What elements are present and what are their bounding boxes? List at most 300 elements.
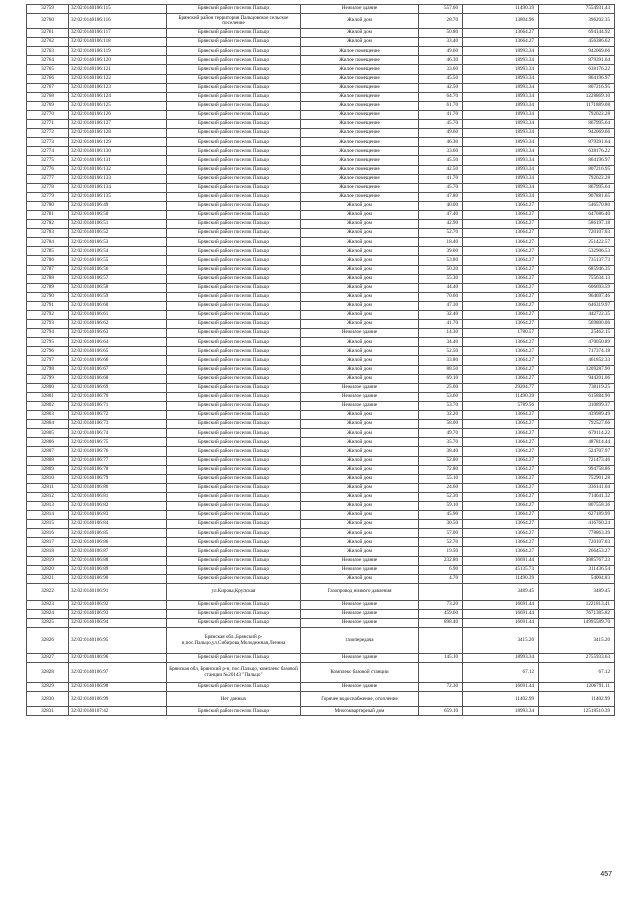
- table-row: [27, 156, 615, 165]
- cadastral-value-cell: 721473.46: [539, 456, 615, 465]
- address-cell: Брянский район поселок Пальцо: [167, 238, 301, 247]
- address-cell: Брянский район поселок Пальцо: [167, 420, 301, 429]
- cadastral-number-cell: 32:02:0140106:129: [69, 138, 167, 147]
- area-cell: 19.50: [419, 547, 463, 556]
- cadastral-number-cell: 32:02:0140106:67: [69, 365, 167, 374]
- cadastral-value-cell: 792022.28: [539, 110, 615, 119]
- area-cell: 52.80: [419, 456, 463, 465]
- object-type-cell: Жилое помещение: [301, 183, 419, 192]
- rate-cell: 18993.34: [463, 56, 539, 65]
- object-type-cell: Жилой дом: [301, 247, 419, 256]
- cadastral-value-cell: 251422.57: [539, 238, 615, 247]
- rate-cell: 11490.39: [463, 574, 539, 583]
- object-type-cell: Нежилое здание: [301, 654, 419, 663]
- cadastral-number-cell: 32:02:0140106:131: [69, 156, 167, 165]
- cadastral-number-cell: 32:02:0140106:86: [69, 538, 167, 547]
- rate-cell: 16691.44: [463, 600, 539, 609]
- row-number-cell: 32800: [27, 383, 69, 392]
- area-cell: 18.40: [419, 238, 463, 247]
- rate-cell: 11490.39: [463, 392, 539, 401]
- object-type-cell: Жилое помещение: [301, 147, 419, 156]
- table-row: [27, 456, 615, 465]
- area-cell: 50.80: [419, 29, 463, 38]
- table-row: [27, 374, 615, 383]
- area-cell: 69.10: [419, 374, 463, 383]
- rate-cell: 67.12: [463, 663, 539, 683]
- address-cell: Брянский район поселок Пальцо: [167, 247, 301, 256]
- area-cell: 557.60: [419, 5, 463, 14]
- object-type-cell: Жилой дом: [301, 492, 419, 501]
- cadastral-number-cell: 32:02:0140106:66: [69, 356, 167, 365]
- address-cell: Брянский район поселок Пальцо: [167, 483, 301, 492]
- address-cell: Брянский район поселок Пальцо: [167, 492, 301, 501]
- table-row: [27, 92, 615, 101]
- area-cell: 57.00: [419, 529, 463, 538]
- object-type-cell: Жилой дом: [301, 311, 419, 320]
- address-cell: Брянский район поселок Пальцо: [167, 156, 301, 165]
- cadastral-number-cell: 32:02:0140106:69: [69, 383, 167, 392]
- address-cell: Брянский район поселок Пальцо: [167, 474, 301, 483]
- rate-cell: 3415.20: [463, 628, 539, 654]
- address-cell: Брянский район поселок Пальцо: [167, 600, 301, 609]
- cadastral-value-cell: 487814.44: [539, 438, 615, 447]
- rate-cell: 5789.56: [463, 401, 539, 410]
- row-number-cell: 32780: [27, 201, 69, 210]
- object-type-cell: Жилое помещение: [301, 174, 419, 183]
- area-cell: [419, 583, 463, 600]
- object-type-cell: Жилой дом: [301, 483, 419, 492]
- object-type-cell: Жилой дом: [301, 501, 419, 510]
- row-number-cell: 32813: [27, 501, 69, 510]
- rate-cell: 18993.34: [463, 654, 539, 663]
- row-number-cell: 32768: [27, 92, 69, 101]
- cadastral-value-cell: 311436.54: [539, 565, 615, 574]
- table-row: [27, 401, 615, 410]
- rate-cell: 13664.27: [463, 283, 539, 292]
- area-cell: 45.70: [419, 120, 463, 129]
- address-cell: Нет данных: [167, 692, 301, 707]
- cadastral-value-cell: 3415.20: [539, 628, 615, 654]
- address-cell: Брянский район поселок Пальцо: [167, 511, 301, 520]
- object-type-cell: Жилой дом: [301, 229, 419, 238]
- cadastral-value-cell: 396202.35: [539, 14, 615, 29]
- cadastral-number-cell: 32:02:0140106:98: [69, 683, 167, 692]
- cadastral-number-cell: 32:02:0140106:90: [69, 574, 167, 583]
- rate-cell: 13664.27: [463, 429, 539, 438]
- cadastral-number-cell: 32:02:0140106:55: [69, 256, 167, 265]
- cadastral-number-cell: 32:02:0140106:83: [69, 511, 167, 520]
- rate-cell: 18993.34: [463, 92, 539, 101]
- table-row: [27, 556, 615, 565]
- row-number-cell: 32790: [27, 292, 69, 301]
- cadastral-number-cell: 32:02:0140106:63: [69, 329, 167, 338]
- rate-cell: 13664.27: [463, 529, 539, 538]
- cadastral-value-cell: 755634.13: [539, 274, 615, 283]
- table-row: [27, 301, 615, 310]
- cadastral-value-cell: 11402.99: [539, 692, 615, 707]
- address-cell: Брянский район поселок Пальцо: [167, 210, 301, 219]
- rate-cell: 13664.27: [463, 247, 539, 256]
- row-number-cell: 32773: [27, 138, 69, 147]
- row-number-cell: 32766: [27, 74, 69, 83]
- row-number-cell: 32784: [27, 238, 69, 247]
- rate-cell: 18993.34: [463, 165, 539, 174]
- table-row: [27, 583, 615, 600]
- table-row: [27, 101, 615, 110]
- address-cell: Брянский район поселок Пальцо: [167, 5, 301, 14]
- cadastral-number-cell: 32:02:0140106:92: [69, 600, 167, 609]
- table-row: [27, 110, 615, 119]
- area-cell: 49.70: [419, 429, 463, 438]
- cadastral-value-cell: 807558.36: [539, 501, 615, 510]
- address-cell: Брянский район поселок Пальцо: [167, 92, 301, 101]
- area-cell: 47.30: [419, 301, 463, 310]
- row-number-cell: 32816: [27, 529, 69, 538]
- table-row: [27, 138, 615, 147]
- rate-cell: 45135.73: [463, 565, 539, 574]
- area-cell: [419, 692, 463, 707]
- area-cell: 42.50: [419, 83, 463, 92]
- row-number-cell: 32783: [27, 229, 69, 238]
- row-number-cell: 32807: [27, 447, 69, 456]
- address-cell: Брянский район поселок Пальцо: [167, 129, 301, 138]
- object-type-cell: Горячее водоснабжение, отопление: [301, 692, 419, 707]
- area-cell: 72.80: [419, 465, 463, 474]
- row-number-cell: 32796: [27, 347, 69, 356]
- object-type-cell: Жилой дом: [301, 438, 419, 447]
- cadastral-value-cell: 714641.32: [539, 492, 615, 501]
- area-cell: 145.10: [419, 654, 463, 663]
- rate-cell: 13664.27: [463, 201, 539, 210]
- area-cell: 55.30: [419, 274, 463, 283]
- rate-cell: 11402.99: [463, 692, 539, 707]
- object-type-cell: Жилое помещение: [301, 101, 419, 110]
- table-row: [27, 438, 615, 447]
- cadastral-value-cell: 12518510.39: [539, 707, 615, 716]
- row-number-cell: 32830: [27, 692, 69, 707]
- rate-cell: 13664.27: [463, 210, 539, 219]
- cadastral-value-cell: 638176.22: [539, 65, 615, 74]
- row-number-cell: 32763: [27, 47, 69, 56]
- rate-cell: 13664.27: [463, 465, 539, 474]
- address-cell: Брянский район поселок Пальцо: [167, 374, 301, 383]
- area-cell: 24.60: [419, 483, 463, 492]
- cadastral-value-cell: 994758.86: [539, 465, 615, 474]
- rate-cell: 18993.34: [463, 74, 539, 83]
- table-row: [27, 292, 615, 301]
- rate-cell: 18993.34: [463, 101, 539, 110]
- row-number-cell: 32798: [27, 365, 69, 374]
- table-row: [27, 383, 615, 392]
- area-cell: 44.40: [419, 283, 463, 292]
- cadastral-number-cell: 32:02:0140106:97: [69, 663, 167, 683]
- address-cell: Брянский район поселок Пальцо: [167, 619, 301, 628]
- cadastral-number-cell: 32:02:0140106:64: [69, 338, 167, 347]
- cadastral-value-cell: 646319.97: [539, 301, 615, 310]
- cadastral-number-cell: 32:02:0140106:53: [69, 238, 167, 247]
- row-number-cell: 32782: [27, 220, 69, 229]
- address-cell: Брянский район поселок Пальцо: [167, 383, 301, 392]
- object-type-cell: Нежилое здание: [301, 392, 419, 401]
- rate-cell: 13664.27: [463, 301, 539, 310]
- rate-cell: 18993.34: [463, 83, 539, 92]
- object-type-cell: Жилое помещение: [301, 129, 419, 138]
- row-number-cell: 32760: [27, 14, 69, 29]
- address-cell: Брянский район поселок Пальцо: [167, 465, 301, 474]
- table-row: [27, 347, 615, 356]
- cadastral-value-cell: 807216.95: [539, 165, 615, 174]
- rate-cell: 13664.27: [463, 511, 539, 520]
- row-number-cell: 32801: [27, 392, 69, 401]
- object-type-cell: Комплекс базовой станции: [301, 663, 419, 683]
- table-row: [27, 663, 615, 683]
- area-cell: 42.50: [419, 165, 463, 174]
- area-cell: 58.00: [419, 420, 463, 429]
- cadastral-value-cell: 944201.06: [539, 374, 615, 383]
- table-row: [27, 220, 615, 229]
- object-type-cell: Жилой дом: [301, 292, 419, 301]
- area-cell: 33.80: [419, 356, 463, 365]
- cadastral-number-cell: 32:02:0140106:70: [69, 392, 167, 401]
- cadastral-value-cell: 679114.22: [539, 429, 615, 438]
- address-cell: Брянский район поселок Пальцо: [167, 101, 301, 110]
- cadastral-number-cell: 32:02:0140106:132: [69, 165, 167, 174]
- cadastral-number-cell: 32:02:0140106:56: [69, 265, 167, 274]
- address-cell: Брянская обл.,Брянский р-н,пос.Пальцо,ул.Сибирова,Молодежная,Ленина: [167, 628, 301, 654]
- object-type-cell: Жилой дом: [301, 356, 419, 365]
- cadastral-number-cell: 32:02:0140106:91: [69, 583, 167, 600]
- cadastral-value-cell: 720107.03: [539, 538, 615, 547]
- object-type-cell: Нежилое здание: [301, 609, 419, 618]
- table-row: [27, 38, 615, 47]
- area-cell: 52.70: [419, 538, 463, 547]
- object-type-cell: Нежилое здание: [301, 383, 419, 392]
- cadastral-value-cell: 461852.33: [539, 356, 615, 365]
- table-row: [27, 447, 615, 456]
- row-number-cell: 32793: [27, 320, 69, 329]
- row-number-cell: 32772: [27, 129, 69, 138]
- row-number-cell: 32821: [27, 574, 69, 583]
- object-type-cell: Жилое помещение: [301, 65, 419, 74]
- rate-cell: 13664.27: [463, 438, 539, 447]
- cadastral-number-cell: 32:02:0140106:127: [69, 120, 167, 129]
- cadastral-value-cell: 7554931.43: [539, 5, 615, 14]
- table-row: [27, 320, 615, 329]
- cadastral-number-cell: 32:02:0140106:80: [69, 483, 167, 492]
- rate-cell: 13664.27: [463, 356, 539, 365]
- cadastral-number-cell: 32:02:0140106:61: [69, 311, 167, 320]
- row-number-cell: 32818: [27, 547, 69, 556]
- address-cell: Брянский район поселок Пальцо: [167, 556, 301, 565]
- object-type-cell: Жилой дом: [301, 411, 419, 420]
- address-cell: Брянский район поселок Пальцо: [167, 574, 301, 583]
- table-row: [27, 201, 615, 210]
- table-row: [27, 538, 615, 547]
- address-cell: Брянский район поселок Пальцо: [167, 38, 301, 47]
- row-number-cell: 32831: [27, 707, 69, 716]
- address-cell: Брянский район поселок Пальцо: [167, 147, 301, 156]
- cadastral-value-cell: 907881.65: [539, 192, 615, 201]
- cadastral-number-cell: 32:02:0140106:77: [69, 456, 167, 465]
- table-row: [27, 265, 615, 274]
- cadastral-number-cell: 32:02:0140106:99: [69, 692, 167, 707]
- cadastral-value-cell: 778863.39: [539, 529, 615, 538]
- area-cell: 40.00: [419, 201, 463, 210]
- rate-cell: 16691.44: [463, 556, 539, 565]
- table-row: [27, 520, 615, 529]
- row-number-cell: 32791: [27, 301, 69, 310]
- area-cell: 41.70: [419, 174, 463, 183]
- cadastral-value-cell: 730119.25: [539, 383, 615, 392]
- row-number-cell: 32804: [27, 420, 69, 429]
- rate-cell: 18993.34: [463, 138, 539, 147]
- cadastral-number-cell: 32:02:0140106:49: [69, 201, 167, 210]
- area-cell: 70.60: [419, 292, 463, 301]
- address-cell: Брянский район поселок Пальцо: [167, 338, 301, 347]
- cadastral-value-cell: 864196.97: [539, 156, 615, 165]
- address-cell: Брянский район поселок Пальцо: [167, 29, 301, 38]
- address-cell: Брянский район поселок Пальцо: [167, 411, 301, 420]
- row-number-cell: 32775: [27, 156, 69, 165]
- area-cell: 46.30: [419, 56, 463, 65]
- address-cell: Брянский район поселок Пальцо: [167, 538, 301, 547]
- table-row: [27, 29, 615, 38]
- cadastral-number-cell: 32:02:0140106:93: [69, 609, 167, 618]
- row-number-cell: 32826: [27, 628, 69, 654]
- row-number-cell: 32781: [27, 210, 69, 219]
- area-cell: 49.60: [419, 129, 463, 138]
- page-number: 457: [600, 871, 612, 878]
- cadastral-number-cell: 32:02:0140106:68: [69, 374, 167, 383]
- address-cell: Брянский район поселок Пальцо: [167, 301, 301, 310]
- rate-cell: 16691.44: [463, 609, 539, 618]
- cadastral-number-cell: 32:02:0140106:95: [69, 628, 167, 654]
- row-number-cell: 32797: [27, 356, 69, 365]
- cadastral-value-cell: 942069.66: [539, 47, 615, 56]
- area-cell: 459.60: [419, 609, 463, 618]
- area-cell: 47.80: [419, 192, 463, 201]
- cadastral-number-cell: 32:02:0140106:124: [69, 92, 167, 101]
- cadastral-value-cell: 25462.15: [539, 329, 615, 338]
- object-type-cell: Нежилое здание: [301, 619, 419, 628]
- area-cell: 41.70: [419, 110, 463, 119]
- rate-cell: 18993.34: [463, 156, 539, 165]
- cadastral-number-cell: 32:02:0140106:54: [69, 247, 167, 256]
- rate-cell: 13804.96: [463, 14, 539, 29]
- area-cell: 47.40: [419, 210, 463, 219]
- table-row: [27, 14, 615, 29]
- area-cell: 53.80: [419, 256, 463, 265]
- cadastral-value-cell: 792527.66: [539, 420, 615, 429]
- object-type-cell: Жилой дом: [301, 220, 419, 229]
- cadastral-value-cell: 867995.64: [539, 120, 615, 129]
- object-type-cell: Жилой дом: [301, 210, 419, 219]
- cadastral-value-cell: 532906.53: [539, 247, 615, 256]
- row-number-cell: 32777: [27, 174, 69, 183]
- cadastral-number-cell: 32:02:0140106:84: [69, 520, 167, 529]
- row-number-cell: 32828: [27, 663, 69, 683]
- address-cell: Брянский район поселок Пальцо: [167, 347, 301, 356]
- area-cell: 73.20: [419, 600, 463, 609]
- table-row: [27, 147, 615, 156]
- area-cell: 4.70: [419, 574, 463, 583]
- cadastral-value-cell: 439989.49: [539, 411, 615, 420]
- area-cell: 64.70: [419, 92, 463, 101]
- object-type-cell: газопередача: [301, 628, 419, 654]
- row-number-cell: 32817: [27, 538, 69, 547]
- row-number-cell: 32799: [27, 374, 69, 383]
- address-cell: Брянский район поселок Пальцо: [167, 83, 301, 92]
- address-cell: Брянский район поселок Пальцо: [167, 401, 301, 410]
- area-cell: 39.00: [419, 247, 463, 256]
- area-cell: 53.70: [419, 401, 463, 410]
- object-type-cell: Жилой дом: [301, 256, 419, 265]
- address-cell: Брянский район поселок Пальцо: [167, 501, 301, 510]
- cadastral-number-cell: 32:02:0140106:71: [69, 401, 167, 410]
- rate-cell: 13664.27: [463, 411, 539, 420]
- cadastral-value-cell: 569800.06: [539, 320, 615, 329]
- object-type-cell: Жилой дом: [301, 420, 419, 429]
- cadastral-value-cell: 942069.66: [539, 129, 615, 138]
- cadastral-number-cell: 32:02:0140106:117: [69, 29, 167, 38]
- cadastral-number-cell: 32:02:0140106:62: [69, 320, 167, 329]
- cadastral-number-cell: 32:02:0140106:52: [69, 229, 167, 238]
- cadastral-number-cell: 32:02:0140106:79: [69, 474, 167, 483]
- row-number-cell: 32792: [27, 311, 69, 320]
- table-row: [27, 210, 615, 219]
- object-type-cell: Жилое помещение: [301, 56, 419, 65]
- address-cell: Брянский район поселок Пальцо: [167, 392, 301, 401]
- cadastral-value-cell: 266453.27: [539, 547, 615, 556]
- object-type-cell: Нежилое здание: [301, 329, 419, 338]
- row-number-cell: 32771: [27, 120, 69, 129]
- row-number-cell: 32823: [27, 600, 69, 609]
- cadastral-number-cell: 32:02:0140106:134: [69, 183, 167, 192]
- table-row: [27, 365, 615, 374]
- rate-cell: 18993.34: [463, 174, 539, 183]
- address-cell: Брянский район поселок Пальцо: [167, 183, 301, 192]
- area-cell: 33.60: [419, 65, 463, 74]
- address-cell: Брянский район поселок Пальцо: [167, 74, 301, 83]
- object-type-cell: Жилой дом: [301, 374, 419, 383]
- table-row: [27, 392, 615, 401]
- rate-cell: 13664.27: [463, 238, 539, 247]
- table-row: [27, 411, 615, 420]
- object-type-cell: Нежилое здание: [301, 556, 419, 565]
- object-type-cell: Жилое помещение: [301, 110, 419, 119]
- address-cell: Брянский район поселок Пальцо: [167, 229, 301, 238]
- area-cell: 32.40: [419, 311, 463, 320]
- cadastral-number-cell: 32:02:0140106:123: [69, 83, 167, 92]
- cadastral-number-cell: 32:02:0140106:135: [69, 192, 167, 201]
- object-type-cell: Жилой дом: [301, 365, 419, 374]
- row-number-cell: 32761: [27, 29, 69, 38]
- row-number-cell: 32776: [27, 165, 69, 174]
- rate-cell: 13664.27: [463, 538, 539, 547]
- table-row: [27, 654, 615, 663]
- address-cell: Брянский район поселок Пальцо: [167, 110, 301, 119]
- row-number-cell: 32815: [27, 520, 69, 529]
- address-cell: Брянский район поселок Пальцо: [167, 256, 301, 265]
- table-row: [27, 600, 615, 609]
- rate-cell: 16691.44: [463, 619, 539, 628]
- cadastral-number-cell: 32:02:0140106:78: [69, 465, 167, 474]
- object-type-cell: Жилой дом: [301, 338, 419, 347]
- area-cell: [419, 663, 463, 683]
- object-type-cell: Жилое помещение: [301, 74, 419, 83]
- cadastral-value-cell: 1221813.41: [539, 600, 615, 609]
- rate-cell: 13664.27: [463, 474, 539, 483]
